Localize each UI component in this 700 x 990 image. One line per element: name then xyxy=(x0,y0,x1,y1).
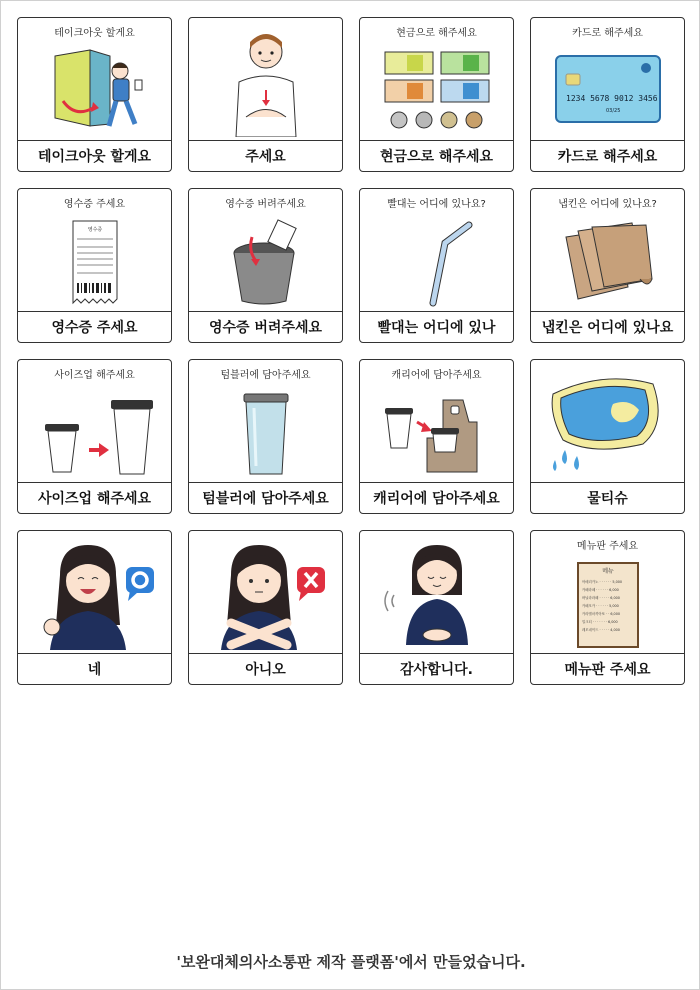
receipt-title-text: 영수증 xyxy=(87,226,102,233)
takeout-icon xyxy=(18,41,171,140)
card-picture xyxy=(531,18,684,140)
credit-card-icon xyxy=(531,41,684,140)
card-caption: 사이즈업 해주세요 xyxy=(54,370,135,381)
card-label: 네 xyxy=(18,653,171,684)
card-picture xyxy=(531,531,684,653)
card-label: 빨대는 어디에 있나 xyxy=(360,311,513,342)
card-takeout[interactable] xyxy=(17,17,172,172)
card-menu-board[interactable] xyxy=(530,530,685,685)
card-caption: 캐리어에 담아주세요 xyxy=(391,370,482,381)
card-label: 카드로 해주세요 xyxy=(531,140,684,171)
card-thanks[interactable] xyxy=(359,530,514,685)
card-tumbler[interactable] xyxy=(188,359,343,514)
card-picture xyxy=(531,189,684,311)
straw-icon xyxy=(360,212,513,311)
card-picture xyxy=(360,18,513,140)
menu-title-text: 메뉴 xyxy=(601,567,614,575)
card-picture xyxy=(531,360,684,482)
card-caption: 현금으로 해주세요 xyxy=(396,28,477,39)
card-give-me[interactable] xyxy=(188,17,343,172)
card-trash-receipt[interactable] xyxy=(188,188,343,343)
cash-icon xyxy=(360,41,513,140)
card-cup-carrier[interactable] xyxy=(359,359,514,514)
menu-board-icon xyxy=(531,554,684,653)
wet-wipe-icon xyxy=(531,360,684,482)
card-label: 아니오 xyxy=(189,653,342,684)
card-label: 테이크아웃 할게요 xyxy=(18,140,171,171)
napkin-icon xyxy=(531,212,684,311)
menu-row: 카페라떼 · · · · · · 6,000 xyxy=(581,587,619,592)
card-label: 영수증 주세요 xyxy=(18,311,171,342)
card-date-text: 03/25 xyxy=(605,107,620,114)
trash-receipt-icon xyxy=(189,212,342,311)
yes-icon xyxy=(18,531,171,653)
card-size-up[interactable] xyxy=(17,359,172,514)
card-label: 메뉴판 주세요 xyxy=(531,653,684,684)
card-picture xyxy=(18,360,171,482)
menu-row: 아메리카노 · · · · · · 5,000 xyxy=(581,579,622,584)
card-label: 감사합니다. xyxy=(360,653,513,684)
card-no[interactable] xyxy=(188,530,343,685)
card-label: 냅킨은 어디에 있나요 xyxy=(531,311,684,342)
card-caption: 카드로 해주세요 xyxy=(572,28,643,39)
card-caption: 빨대는 어디에 있나요? xyxy=(387,199,486,210)
card-number-text: 1234 5678 9012 3456 xyxy=(565,93,658,103)
card-label: 주세요 xyxy=(189,140,342,171)
card-label: 캐리어에 담아주세요 xyxy=(360,482,513,513)
card-picture xyxy=(18,18,171,140)
menu-row: 밀크티 · · · · · · · 6,000 xyxy=(581,619,618,624)
card-picture xyxy=(360,189,513,311)
tumbler-icon xyxy=(189,383,342,482)
card-label: 영수증 버려주세요 xyxy=(189,311,342,342)
card-picture xyxy=(189,18,342,140)
card-napkin[interactable] xyxy=(530,188,685,343)
card-label: 현금으로 해주세요 xyxy=(360,140,513,171)
card-caption: 텀블러에 담아주세요 xyxy=(220,370,311,381)
no-icon xyxy=(189,531,342,653)
menu-row: 카라멜마끼아또 · · 6,000 xyxy=(581,611,620,616)
aac-card-grid xyxy=(17,17,686,685)
card-picture xyxy=(189,531,342,653)
card-credit-card[interactable] xyxy=(530,17,685,172)
card-wet-wipe[interactable] xyxy=(530,359,685,514)
card-picture xyxy=(189,360,342,482)
card-caption: 영수증 주세요 xyxy=(63,199,126,210)
card-label: 물티슈 xyxy=(531,482,684,513)
size-up-icon xyxy=(18,383,171,482)
card-label: 사이즈업 해주세요 xyxy=(18,482,171,513)
card-caption: 테이크아웃 할게요 xyxy=(54,28,135,39)
menu-row: 레모네이드 · · · · · 4,000 xyxy=(581,627,620,632)
card-picture xyxy=(18,531,171,653)
card-caption: 메뉴판 주세요 xyxy=(576,541,639,552)
card-straw[interactable] xyxy=(359,188,514,343)
card-caption: 냅킨은 어디에 있나요? xyxy=(558,199,657,210)
receipt-icon xyxy=(18,212,171,311)
footer-credit: '보완대체의사소통판 제작 플랫폼'에서 만들었습니다. xyxy=(176,953,526,971)
card-receipt[interactable] xyxy=(17,188,172,343)
card-caption: 영수증 버려주세요 xyxy=(225,199,306,210)
cup-carrier-icon xyxy=(360,383,513,482)
card-picture xyxy=(360,531,513,653)
card-picture xyxy=(189,189,342,311)
card-label: 텀블러에 담아주세요 xyxy=(189,482,342,513)
card-picture xyxy=(360,360,513,482)
thanks-icon xyxy=(360,531,513,653)
card-yes[interactable] xyxy=(17,530,172,685)
give-me-icon xyxy=(189,18,342,140)
menu-row: 카페모카 · · · · · · 5,000 xyxy=(581,603,619,608)
menu-row: 바닐라라떼 · · · · · 6,000 xyxy=(581,595,620,600)
card-cash[interactable] xyxy=(359,17,514,172)
card-picture xyxy=(18,189,171,311)
